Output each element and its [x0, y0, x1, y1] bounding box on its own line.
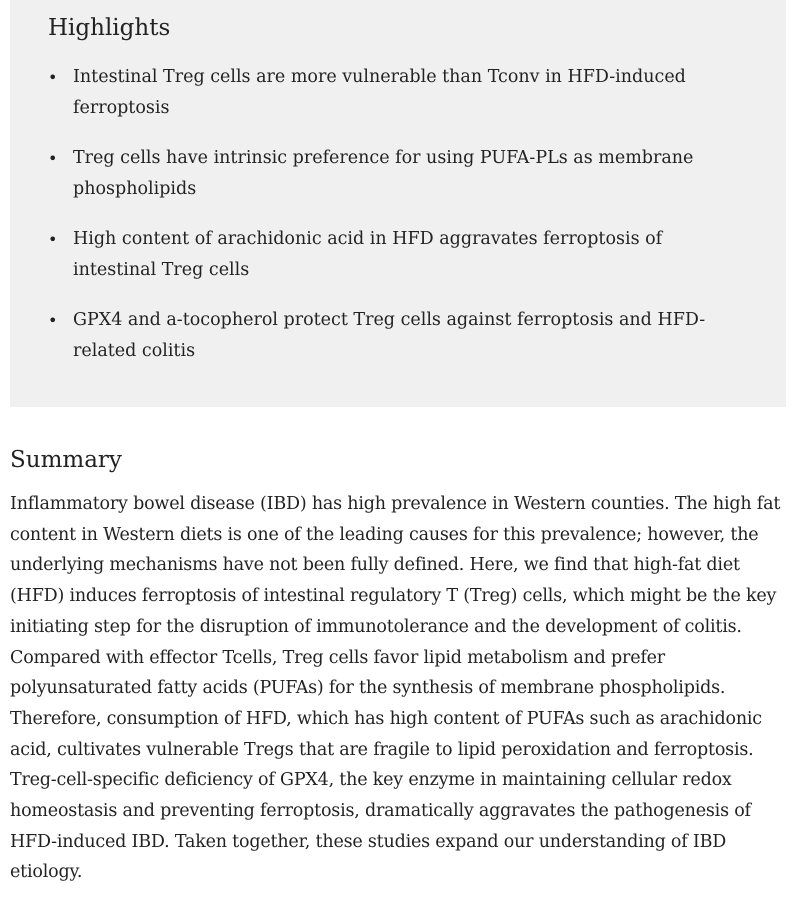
bullet-icon: • [48, 68, 58, 87]
summary-heading: Summary [10, 447, 122, 473]
bullet-icon: • [48, 149, 58, 168]
highlight-text: High content of arachidonic acid in HFD aggravates ferroptosis of intestinal Treg cells [73, 229, 663, 280]
bullet-icon: • [48, 230, 58, 249]
highlight-item [48, 224, 713, 286]
highlight-item [48, 305, 713, 367]
highlights-panel [10, 0, 786, 407]
highlight-item [48, 143, 713, 205]
highlight-text: GPX4 and a-tocopherol protect Treg cells against ferroptosis and HFD-related colitis [73, 310, 706, 361]
highlights-heading: Highlights [48, 15, 171, 41]
summary-paragraph: Inflammatory bowel disease (IBD) has high prevalence in Western counties. The high fat content in Western diets is one of the leading causes for this prevalence; however, the underlying mechanisms have not been fully defined. Here, we find that high-fat diet (HFD) induces ferroptosis of intestinal regulatory T (Treg) cells, which might be the key initiating step for the disruption of immunotolerance and the development of colitis. Compared with effector Tcells, Treg cells favor lipid metabolism and prefer polyunsaturated fatty acids (PUFAs) for the synthesis of membrane phospholipids. Therefore, consumption of HFD, which has high content of PUFAs such as arachidonic acid, cultivates vulnerable Tregs that are fragile to lipid peroxidation and ferroptosis. Treg-cell-specific deficiency of GPX4, the key enzyme in maintaining cellular redox homeostasis and preventing ferroptosis, dramatically aggravates the pathogenesis of HFD-induced IBD. Taken together, these studies expand our understanding of IBD etiology. [10, 494, 781, 883]
highlights-list [48, 62, 758, 367]
bullet-icon: • [48, 311, 58, 330]
highlight-item [48, 62, 713, 124]
highlight-text: Intestinal Treg cells are more vulnerable than Tconv in HFD-induced ferroptosis [73, 67, 686, 118]
highlight-text: Treg cells have intrinsic preference for using PUFA-PLs as membrane phospholipids [73, 148, 694, 199]
